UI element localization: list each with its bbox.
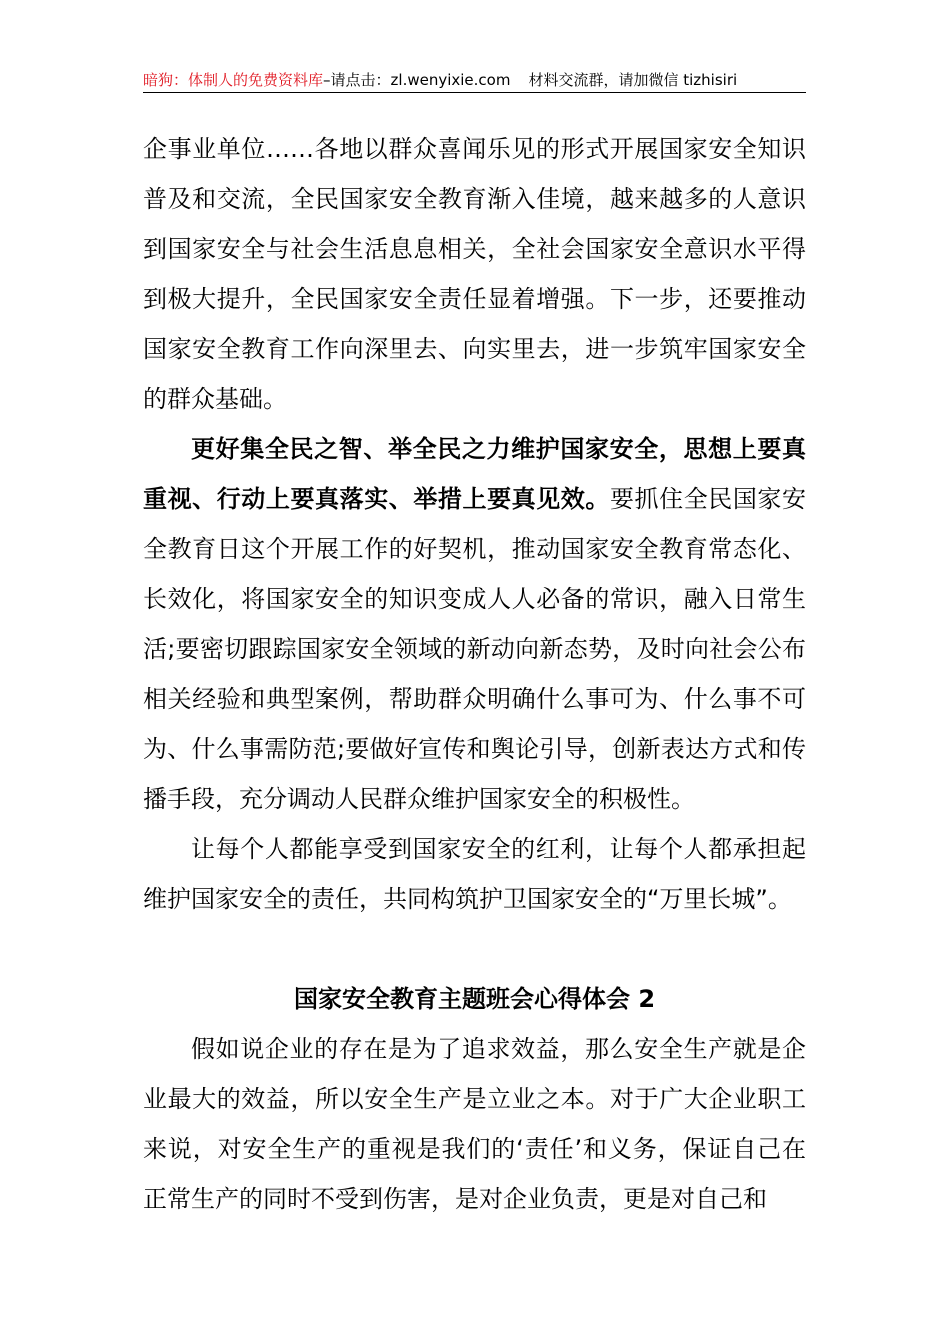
paragraph-3: 让每个人都能享受到国家安全的红利，让每个人都承担起维护国家安全的责任，共同构筑护卫国家安全的“万里长城”。 — [143, 835, 806, 913]
document-body — [143, 124, 806, 1224]
paragraph-1: 企事业单位……各地以群众喜闻乐见的形式开展国家安全知识普及和交流，全民国家安全教育渐入佳境，越来越多的人意识到国家安全与社会生活息息相关，全社会国家安全意识水平得到极大提升，全民国家安全责任显着增强。下一步，还要推动国家安全教育工作向深里去、向实里去，进一步筑牢国家安全的群众基础。 — [143, 135, 806, 413]
header-brand: 暗狗：体制人的免费资料库 — [143, 71, 324, 89]
page-header — [143, 68, 806, 93]
header-group-text: 材料交流群，请加微信 tizhisiri — [528, 71, 738, 89]
section-title-2: 国家安全教育主题班会心得体会 2 — [293, 985, 656, 1013]
paragraph-4: 假如说企业的存在是为了追求效益，那么安全生产就是企业最大的效益，所以安全生产是立业之本。对于广大企业职工来说，对安全生产的重视是我们的‘责任’和义务，保证自己在正常生产的同时不受到伤害，是对企业负责，更是对自己和 — [143, 1035, 806, 1213]
header-url-link[interactable]: zl.wenyixie.com — [390, 71, 511, 89]
paragraph-2 — [143, 424, 806, 824]
header-click-prompt: –请点击： — [323, 71, 391, 89]
paragraph-2-bold-lead: 更好集全民之智、举全民之力维护国家安全，思想上要真重视、行动上要真落实、举措上要真见效。 — [143, 435, 806, 513]
paragraph-2-text: 要抓住全民国家安全教育日这个开展工作的好契机，推动国家安全教育常态化、长效化，将国家安全的知识变成人人必备的常识，融入日常生活;要密切跟踪国家安全领域的新动向新态势，及时向社会公布相关经验和典型案例，帮助群众明确什么事可为、什么事不可为、什么事需防范;要做好宣传和舆论引导，创新表达方式和传播手段，充分调动人民群众维护国家安全的积极性。 — [143, 485, 807, 813]
